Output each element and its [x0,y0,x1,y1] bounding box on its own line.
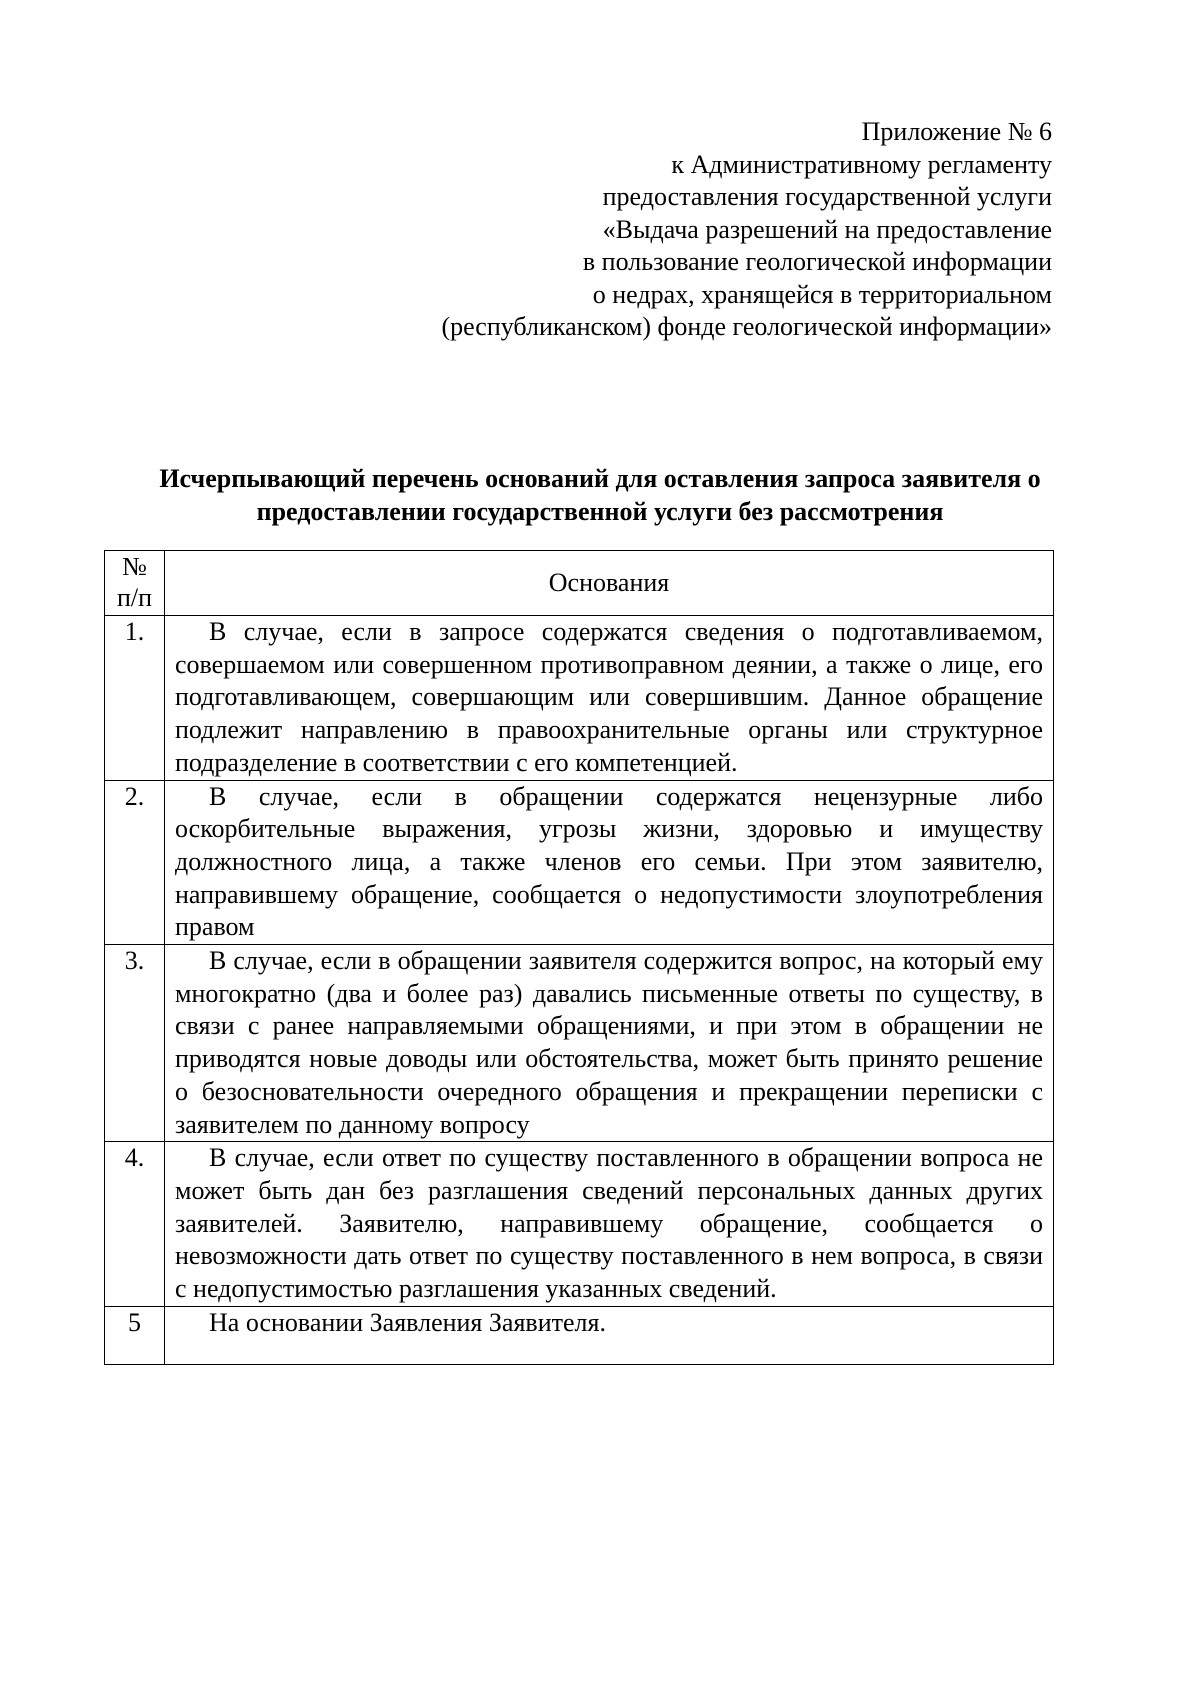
row-number: 5 [105,1306,165,1364]
row-number: 3. [105,945,165,1142]
row-number: 1. [105,616,165,781]
column-header-number-abbr: п/п [116,583,153,612]
row-text: В случае, если в запросе содержатся сведения о подготавливаемом, совершаемом или совершенном противоправном деянии, а также о лице, его подготавливающем, совершающим или совершившим. Данное обращение подлежит направлению в правоохранительные органы или структурное подразделение в соответствии с его компетенцией. [165,616,1054,781]
appendix-header-line: предоставления государственной услуги [602,182,1052,211]
row-text: На основании Заявления Заявителя. [165,1306,1054,1364]
appendix-header [441,116,1052,344]
appendix-header-line: Приложение № 6 [861,117,1052,146]
appendix-header-line: о недрах, хранящейся в территориальном [592,279,1052,309]
document-title-line-2: предоставлении государственной услуги без рассмотрения [256,497,944,526]
column-header-grounds: Основания [165,551,1054,616]
row-number: 2. [105,780,165,945]
table-row [105,1306,1054,1364]
appendix-header-line: «Выдача разрешений на предоставление [602,214,1052,244]
table-row [105,780,1054,945]
row-text: В случае, если ответ по существу поставленного в обращении вопроса не может быть дан без разглашения сведений персональных данных других заявителей. Заявителю, направившему обращение, сообщается о невозможности дать ответ по существу поставленного в нем вопроса, в связи с недопустимостью разглашения указанных сведений. [165,1142,1054,1307]
table-row [105,616,1054,781]
row-text: В случае, если в обращении заявителя содержится вопрос, на который ему многократно (два и более раз) давались письменные ответы по существу, в связи с ранее направляемыми обращениями, и при этом в обращении не приводятся новые доводы или обстоятельства, может быть принято решение о безосновательности очередного обращения и прекращении переписки с заявителем по данному вопросу [165,945,1054,1142]
document-title [100,462,1100,528]
appendix-header-line: в пользование геологической информации [582,247,1052,276]
table-row [105,945,1054,1142]
row-text: В случае, если в обращении содержатся нецензурные либо оскорбительные выражения, угрозы жизни, здоровью и имуществу должностного лица, а также членов его семьи. При этом заявителю, направившему обращение, сообщается о недопустимости злоупотребления правом [165,780,1054,945]
appendix-header-line: (республиканском) фонде геологической информации» [441,312,1052,341]
grounds-table [104,550,1054,1365]
table-header-row [105,551,1054,616]
document-title-line-1: Исчерпывающий перечень оснований для оставления запроса заявителя о [159,464,1041,493]
table-row [105,1142,1054,1307]
column-header-number [105,551,165,616]
appendix-header-line: к Административному регламенту [671,149,1052,179]
row-number: 4. [105,1142,165,1307]
column-header-number-symbol: № [122,552,147,581]
